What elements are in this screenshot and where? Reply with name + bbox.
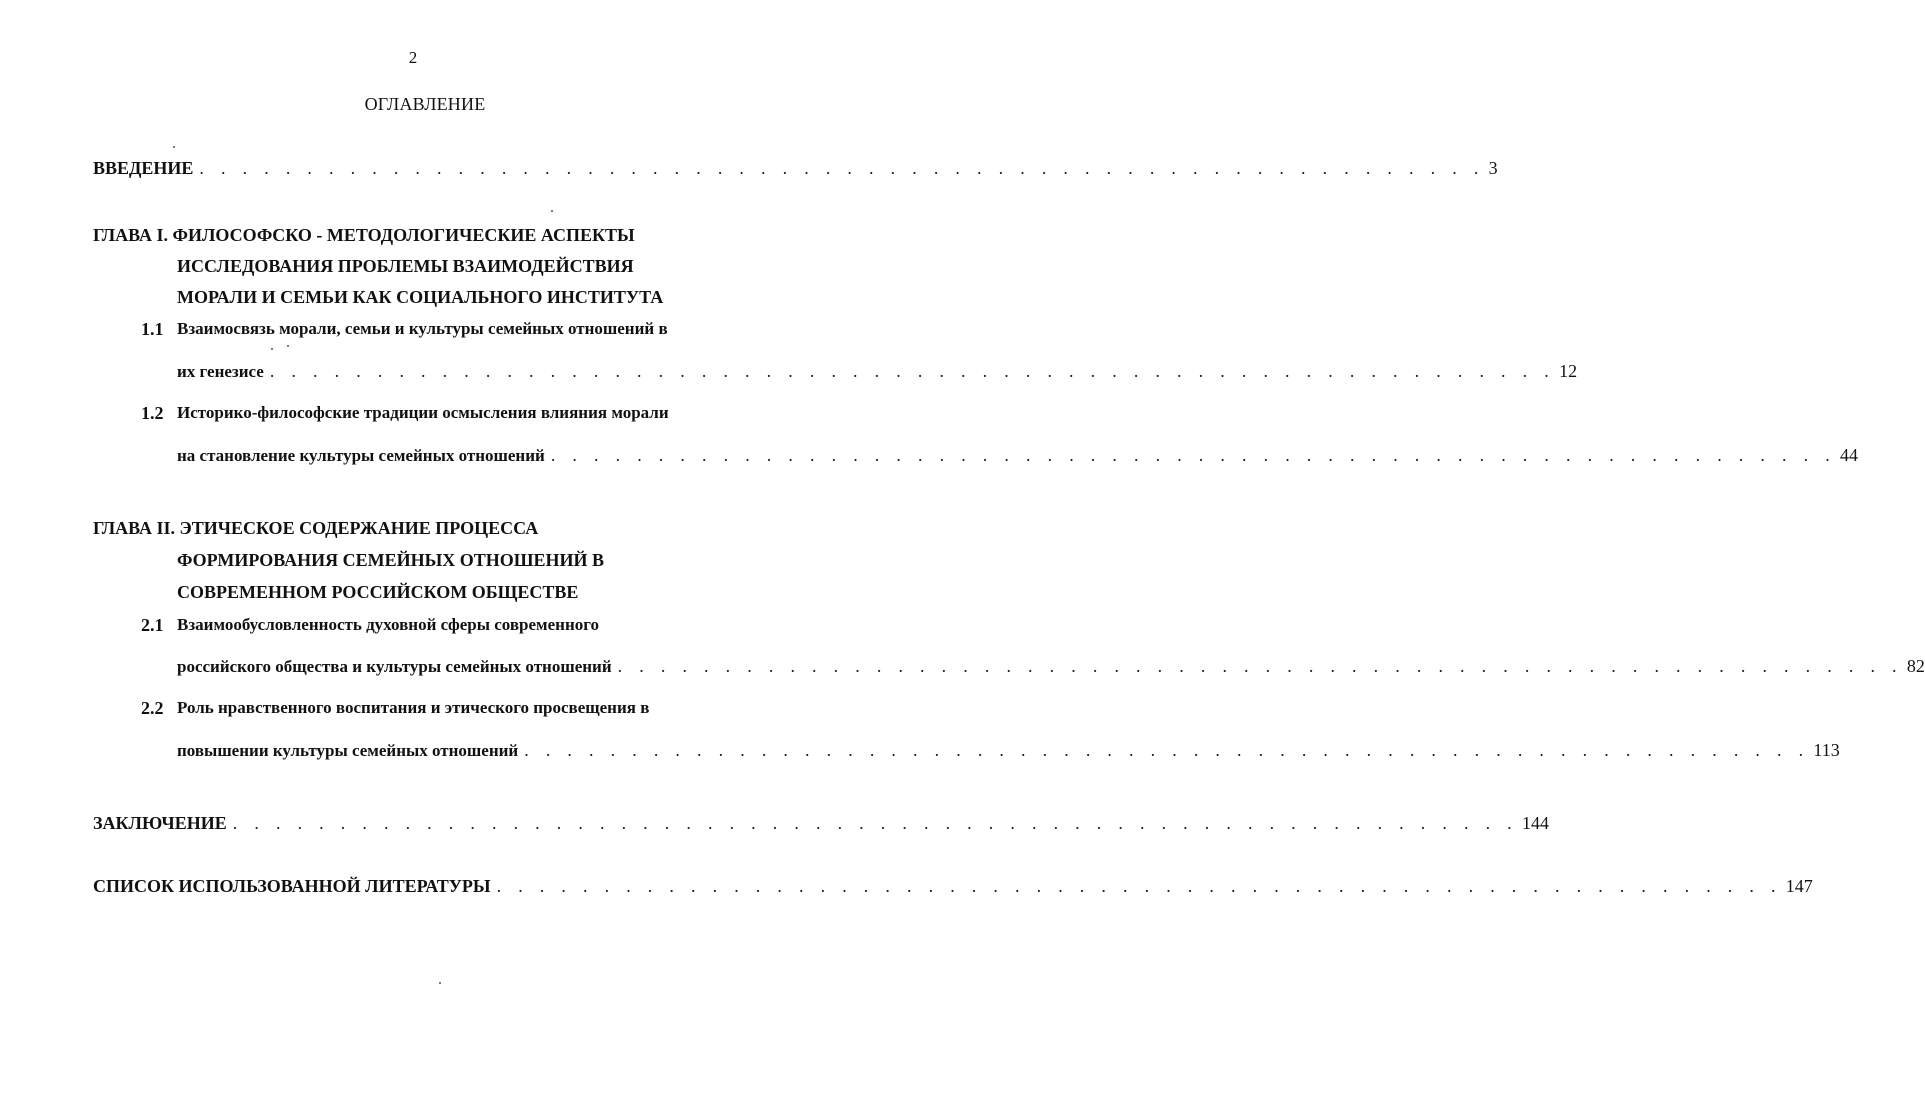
chapter2-title-line3[interactable]: СОВРЕМЕННОМ РОССИЙСКОМ ОБЩЕСТВЕ — [177, 582, 579, 602]
dot-leader: . . . . . . . . . . . . . . . . . . . . . . . . . . . . . . . . . . . . . . . . . . . . . . . . . . . . . . . . . . . . — [496, 876, 1782, 896]
section-1-2-title-line1[interactable]: Историко-философские традиции осмысления влияния морали — [177, 403, 669, 422]
toc-title: ОГЛАВЛЕНИЕ — [364, 94, 486, 114]
toc-entry-section-1-2[interactable] — [177, 445, 1859, 466]
toc-entry-page: 44 — [1840, 445, 1859, 465]
section-number: 1.1 — [141, 319, 164, 339]
page-number: 2 — [408, 48, 418, 67]
toc-entry-section-2-2[interactable] — [177, 740, 1840, 761]
section-number: 2.1 — [141, 615, 164, 635]
toc-entry-introduction[interactable] — [93, 158, 1498, 179]
dot-leader: . . . . . . . . . . . . . . . . . . . . . . . . . . . . . . . . . . . . . . . . . . . . . . . . . . . . . . . . . . . . — [550, 445, 1837, 465]
toc-entry-page: 12 — [1559, 361, 1578, 381]
section-2-1-title-line1[interactable]: Взаимообусловленность духовной сферы современного — [177, 615, 600, 634]
chapter1-title-line3[interactable]: МОРАЛИ И СЕМЬИ КАК СОЦИАЛЬНОГО ИНСТИТУТА — [177, 287, 664, 307]
chapter1-title-line2[interactable]: ИССЛЕДОВАНИЯ ПРОБЛЕМЫ ВЗАИМОДЕЙСТВИЯ — [177, 256, 634, 276]
scan-speck — [173, 146, 175, 148]
section-1-2-title-line2: на становление культуры семейных отношений — [177, 446, 545, 465]
section-2-1-title-line2: российского общества и культуры семейных отношений — [177, 657, 612, 676]
scan-speck — [287, 345, 289, 347]
scan-speck — [439, 982, 441, 984]
chapter2-title-line2[interactable]: ФОРМИРОВАНИЯ СЕМЕЙНЫХ ОТНОШЕНИЙ В — [177, 550, 605, 570]
dot-leader: . . . . . . . . . . . . . . . . . . . . . . . . . . . . . . . . . . . . . . . . . . . . . . . . . . . . . . . . . . . . — [232, 813, 1518, 833]
scan-speck — [271, 348, 273, 350]
dot-leader: . . . . . . . . . . . . . . . . . . . . . . . . . . . . . . . . . . . . . . . . . . . . . . . . . . . . . . . . . . . . — [269, 361, 1556, 381]
toc-entry-page: 144 — [1521, 813, 1549, 833]
toc-entry-title: ВВЕДЕНИЕ — [93, 158, 194, 178]
section-number: 1.2 — [141, 403, 164, 423]
section-1-1-title-line2: их генезисе — [177, 362, 264, 381]
section-number: 2.2 — [141, 698, 164, 718]
chapter1-title-line1[interactable]: ГЛАВА I. ФИЛОСОФСКО - МЕТОДОЛОГИЧЕСКИЕ АСПЕКТЫ — [93, 225, 635, 245]
section-1-1-title-line1[interactable]: Взаимосвязь морали, семьи и культуры семейных отношений в — [177, 319, 668, 338]
dot-leader: . . . . . . . . . . . . . . . . . . . . . . . . . . . . . . . . . . . . . . . . . . . . . . . . . . . . . . . . . . . . — [524, 740, 1810, 760]
toc-entry-section-1-1[interactable] — [177, 361, 1578, 382]
section-2-2-title-line2: повышении культуры семейных отношений — [177, 741, 519, 760]
toc-entry-page: 3 — [1488, 158, 1498, 178]
section-2-2-title-line1[interactable]: Роль нравственного воспитания и этического просвещения в — [177, 698, 650, 717]
toc-entry-bibliography[interactable] — [93, 876, 1813, 897]
toc-entry-section-2-1[interactable] — [177, 656, 1925, 677]
chapter2-title-line1[interactable]: ГЛАВА II. ЭТИЧЕСКОЕ СОДЕРЖАНИЕ ПРОЦЕССА — [93, 518, 539, 538]
toc-entry-title: ЗАКЛЮЧЕНИЕ — [93, 813, 227, 833]
dot-leader: . . . . . . . . . . . . . . . . . . . . . . . . . . . . . . . . . . . . . . . . . . . . . . . . . . . . . . . . . . . . — [199, 158, 1485, 178]
toc-entry-conclusion[interactable] — [93, 813, 1549, 834]
dot-leader: . . . . . . . . . . . . . . . . . . . . . . . . . . . . . . . . . . . . . . . . . . . . . . . . . . . . . . . . . . . . — [617, 656, 1903, 676]
toc-entry-page: 82 — [1906, 656, 1925, 676]
toc-entry-title: СПИСОК ИСПОЛЬЗОВАННОЙ ЛИТЕРАТУРЫ — [93, 876, 491, 896]
toc-entry-page: 147 — [1785, 876, 1813, 896]
scan-speck — [551, 210, 553, 212]
toc-entry-page: 113 — [1813, 740, 1840, 760]
